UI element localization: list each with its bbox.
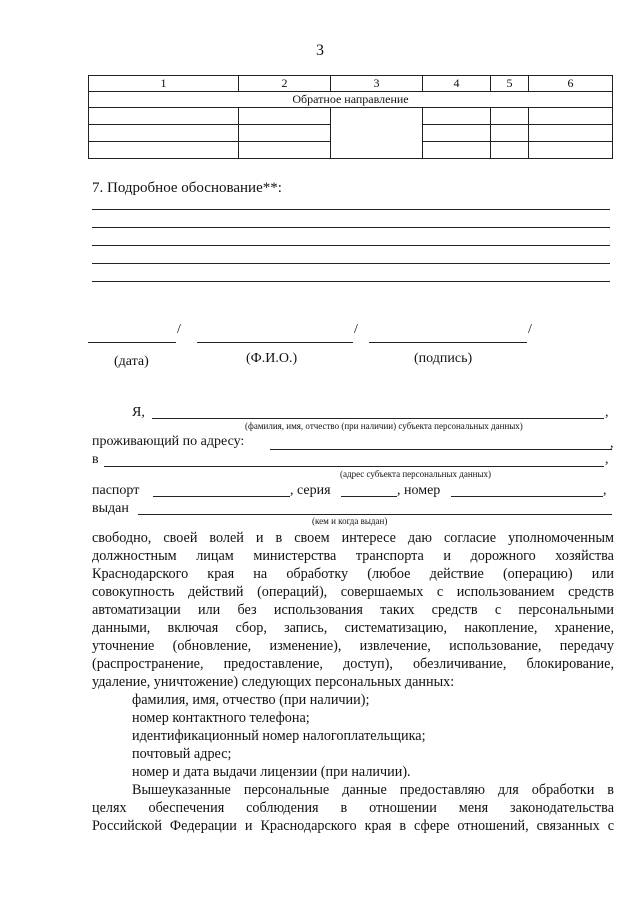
list-item: номер и дата выдачи лицензии (при наличии). (132, 764, 411, 780)
sign-line[interactable] (369, 342, 527, 343)
list-item: идентификационный номер налогоплательщика; (132, 728, 426, 744)
table-cell[interactable] (529, 125, 613, 142)
table-header-row (89, 76, 613, 92)
closing-line: Российской Федерации и Краснодарского края в сфере отношений, связанных с (92, 818, 614, 834)
justification-line[interactable] (92, 245, 610, 246)
consent-body (92, 529, 614, 691)
table-cell[interactable] (423, 108, 491, 125)
body-line: Краснодарского края на обработку (любое действие (операцию) или (92, 566, 614, 582)
list-item: номер контактного телефона; (132, 710, 310, 726)
residing-label: проживающий по адресу: (92, 434, 245, 449)
issued-hint: (кем и когда выдан) (312, 516, 388, 526)
table-cell[interactable] (491, 142, 529, 159)
table-row (89, 108, 613, 125)
date-line[interactable] (88, 342, 176, 343)
comma: , (610, 436, 614, 451)
closing-line: Вышеуказанные персональные данные предоставляю для обработки в (132, 782, 614, 798)
comma: , (605, 405, 609, 420)
address-field-continued[interactable] (104, 466, 604, 467)
table-header-cell: 5 (491, 76, 529, 92)
slash: / (177, 322, 181, 337)
table-cell[interactable] (491, 108, 529, 125)
table-header-cell: 4 (423, 76, 491, 92)
table-cell[interactable] (89, 125, 239, 142)
address-field[interactable] (270, 449, 612, 450)
table-header-cell: 2 (239, 76, 331, 92)
justification-line[interactable] (92, 227, 610, 228)
passport-field[interactable] (153, 496, 290, 497)
personal-data-list (132, 691, 426, 781)
body-line: автоматизации или без использования таких средств с персональными (92, 602, 614, 618)
body-line: (распространение, предоставление, доступ), обезличивание, блокирование, (92, 656, 614, 672)
number-label: , номер (397, 483, 441, 498)
body-line: совокупность действий (операций), совершаемых с использованием средств (92, 584, 614, 600)
slash: / (528, 322, 532, 337)
list-item: почтовый адрес; (132, 746, 232, 762)
section-7-title: 7. Подробное обоснование**: (92, 180, 282, 196)
table-cell[interactable] (529, 108, 613, 125)
table-cell-merged[interactable] (331, 108, 423, 159)
passport-label: паспорт (92, 483, 140, 498)
fio-field[interactable] (152, 418, 604, 419)
table-header-cell: 1 (89, 76, 239, 92)
table-cell[interactable] (491, 125, 529, 142)
body-line: удаление, уничтожение) следующих персональных данных: (92, 674, 455, 690)
table-cell[interactable] (239, 125, 331, 142)
table-cell[interactable] (423, 142, 491, 159)
fio-label: (Ф.И.О.) (246, 351, 298, 366)
number-field[interactable] (451, 496, 603, 497)
body-line: данными, включая сбор, запись, систематизацию, накопление, хранение, (92, 620, 614, 636)
direction-label: Обратное направление (89, 92, 613, 108)
ya-label: Я, (132, 405, 145, 420)
fio-hint: (фамилия, имя, отчество (при наличии) субъекта персональных данных) (245, 421, 523, 431)
v-label: в (92, 452, 99, 467)
table-cell[interactable] (529, 142, 613, 159)
series-field[interactable] (341, 496, 397, 497)
comma: , (605, 452, 609, 467)
table-cell[interactable] (239, 108, 331, 125)
issued-label: выдан (92, 501, 129, 516)
table-direction-row (89, 92, 613, 108)
closing-paragraph (92, 781, 614, 835)
comma: , (603, 483, 607, 498)
justification-line[interactable] (92, 263, 610, 264)
fio-line[interactable] (197, 342, 353, 343)
table-cell[interactable] (89, 142, 239, 159)
body-line: свободно, своей волей и в своем интересе даю согласие уполномоченным (92, 530, 614, 546)
sign-label: (подпись) (414, 351, 473, 366)
closing-line: целях обеспечения соблюдения в отношении меня законодательства (92, 800, 614, 816)
series-label: , серия (290, 483, 331, 498)
issued-field[interactable] (138, 514, 612, 515)
justification-line[interactable] (92, 281, 610, 282)
body-line: должностным лицам министерства транспорта и дорожного хозяйства (92, 548, 614, 564)
justification-line[interactable] (92, 209, 610, 210)
routes-table (88, 75, 613, 159)
address-hint: (адрес субъекта персональных данных) (340, 469, 491, 479)
table-header-cell: 6 (529, 76, 613, 92)
date-label: (дата) (114, 354, 149, 369)
list-item: фамилия, имя, отчество (при наличии); (132, 692, 370, 708)
table-cell[interactable] (89, 108, 239, 125)
slash: / (354, 322, 358, 337)
body-line: уточнение (обновление, изменение), извлечение, использование, передачу (92, 638, 614, 654)
page-number: 3 (316, 42, 324, 59)
table-header-cell: 3 (331, 76, 423, 92)
table-cell[interactable] (423, 125, 491, 142)
table-cell[interactable] (239, 142, 331, 159)
